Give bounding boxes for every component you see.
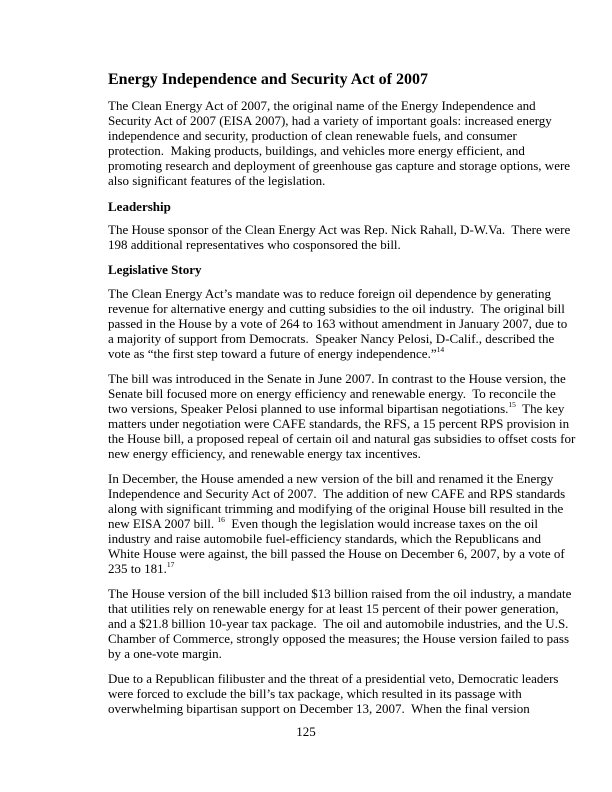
line-text: new EISA 2007 bill.	[108, 516, 218, 531]
line-text: protection. Making products, buildings, and vehicles more energy efficient, and	[108, 143, 525, 158]
text-line	[108, 546, 565, 561]
footnote-ref: 15	[508, 400, 516, 409]
paragraph	[108, 586, 572, 661]
text-line	[108, 386, 556, 401]
text-line	[108, 128, 548, 143]
line-text-rest: Even though the legislation would increase taxes on the oil	[224, 516, 538, 531]
text-line	[108, 531, 548, 546]
line-text: The Clean Energy Act’s mandate was to reduce foreign oil dependence by generating	[108, 286, 552, 301]
line-text: 198 additional representatives who cosponsored the bill.	[108, 237, 401, 252]
text-line	[108, 631, 570, 646]
line-text: The Clean Energy Act of 2007, the original name of the Energy Independence and	[108, 98, 536, 113]
text-line	[108, 237, 548, 252]
text-line	[108, 346, 548, 361]
page-number: 125	[296, 724, 316, 739]
paragraph	[108, 286, 568, 361]
text-line	[108, 416, 570, 431]
text-line	[108, 222, 571, 237]
heading-leadership: Leadership	[108, 199, 171, 214]
text-line	[108, 616, 569, 631]
text-line	[108, 286, 552, 301]
section-title: Energy Independence and Security Act of 2007	[108, 71, 428, 88]
paragraph	[108, 222, 571, 252]
line-text: overwhelming bipartisan support on December 13, 2007. When the final version	[108, 701, 530, 716]
line-text: Independence and Security Act of 2007. The addition of new CAFE and RPS standards	[108, 486, 566, 501]
line-text: The bill was introduced in the Senate in June 2007. In contrast to the House version, the	[108, 371, 566, 386]
line-text: that utilities rely on renewable energy for at least 15 percent of their power generation,	[108, 601, 559, 616]
line-text: the House bill, a proposed repeal of certain oil and natural gas subsidies to offset costs for	[108, 431, 576, 446]
line-text: matters under negotiation were CAFE standards, the RFS, a 15 percent RPS provision in	[108, 416, 570, 431]
paragraph	[108, 671, 559, 716]
text-line	[108, 471, 554, 486]
line-text: passed in the House by a vote of 264 to 163 without amendment in January 2007, due to	[108, 316, 568, 331]
line-text: also significant features of the legislation.	[108, 173, 326, 188]
text-line	[108, 301, 565, 316]
line-text: Senate bill focused more on energy efficiency and renewable energy. To reconcile the	[108, 386, 556, 401]
line-text: The House sponsor of the Clean Energy Act was Rep. Nick Rahall, D-W.Va. There were	[108, 222, 571, 237]
footnote-ref: 16	[217, 515, 225, 524]
text-line	[108, 646, 548, 661]
line-text: 235 to 181.	[108, 561, 167, 576]
text-line	[108, 158, 571, 173]
line-text: industry and raise automobile fuel-efficiency standards, which the Republicans and	[108, 531, 541, 546]
text-line	[108, 686, 548, 701]
line-text: were forced to exclude the bill’s tax package, which resulted in its passage with	[108, 686, 522, 701]
line-text: a majority of support from Democrats. Speaker Nancy Pelosi, D-Calif., described the	[108, 331, 555, 346]
line-text: The House version of the bill included $13 billion raised from the oil industry, a mandate	[108, 586, 572, 601]
text-line	[108, 143, 548, 158]
heading-legislative-story: Legislative Story	[108, 262, 202, 277]
line-text: new energy efficiency, and renewable energy tax incentives.	[108, 446, 421, 461]
line-text: by a one-vote margin.	[108, 646, 222, 661]
line-text-rest: The key	[515, 401, 565, 416]
line-text: Security Act of 2007 (EISA 2007), had a variety of important goals: increased energy	[108, 113, 552, 128]
line-text: revenue for alternative energy and cutting subsidies to the oil industry. The original bill	[108, 301, 565, 316]
text-line	[108, 316, 568, 331]
paragraph	[108, 471, 566, 576]
text-line	[108, 501, 564, 516]
line-text: independence and security, production of clean renewable fuels, and consumer	[108, 128, 517, 143]
text-line	[108, 400, 565, 416]
text-line	[108, 113, 552, 128]
line-text: White House were against, the bill passed the House on December 6, 2007, by a vote of	[108, 546, 565, 561]
line-text: and a $21.8 billion 10-year tax package. The oil and automobile industries, and the U.S.	[108, 616, 569, 631]
footnote-ref: 17	[166, 560, 175, 569]
text-line	[108, 371, 566, 386]
text-line	[108, 516, 548, 531]
line-text: promoting research and deployment of greenhouse gas capture and storage options, were	[108, 158, 571, 173]
text-line	[108, 561, 548, 576]
footnote-ref: 14	[436, 345, 445, 354]
text-line	[108, 331, 555, 346]
line-text: Chamber of Commerce, strongly opposed the measures; the House version failed to pass	[108, 631, 570, 646]
paragraph	[108, 371, 576, 461]
text-line	[108, 701, 548, 716]
text-line	[108, 98, 548, 113]
text-line	[108, 601, 559, 616]
text-line	[108, 173, 548, 188]
line-text: In December, the House amended a new version of the bill and renamed it the Energy	[108, 471, 554, 486]
text-line	[108, 486, 566, 501]
line-text: Due to a Republican filibuster and the threat of a presidential veto, Democratic leaders	[108, 671, 559, 686]
text-line	[108, 446, 548, 461]
text-line	[108, 431, 576, 446]
paragraph	[108, 98, 571, 188]
text-line	[108, 671, 559, 686]
line-text: along with significant trimming and modifying of the original House bill resulted in the	[108, 501, 564, 516]
line-text: two versions, Speaker Pelosi planned to use informal bipartisan negotiations.	[108, 401, 509, 416]
line-text: vote as “the first step toward a future of energy independence.”	[108, 346, 437, 361]
text-line	[108, 586, 572, 601]
